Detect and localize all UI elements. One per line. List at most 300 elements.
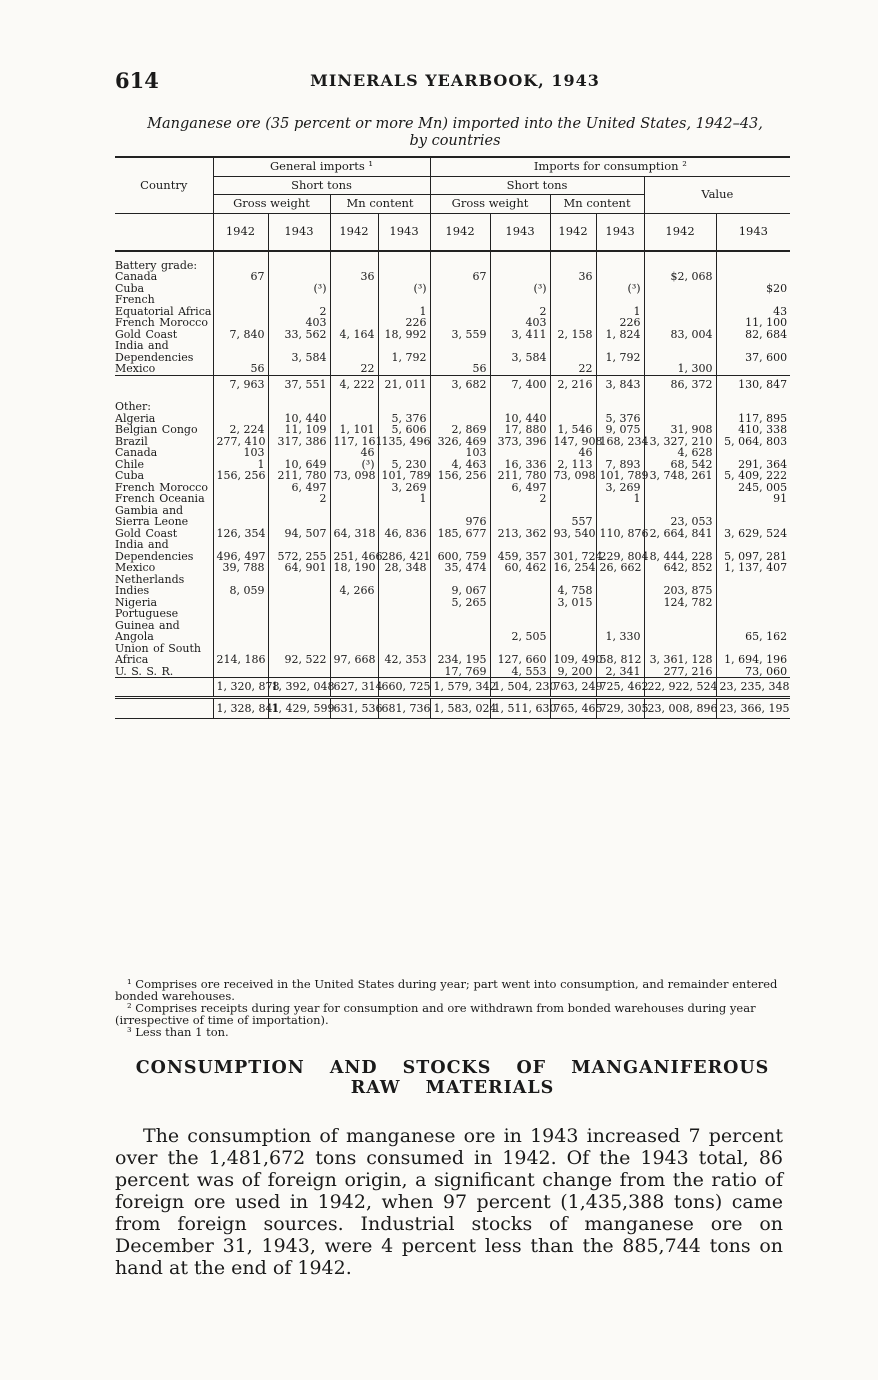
value-cell <box>330 283 378 295</box>
value-cell <box>430 608 490 643</box>
table-row <box>115 493 790 505</box>
value-cell: 2, 216 <box>550 375 596 393</box>
year-header: 1943 <box>490 213 550 251</box>
value-cell <box>330 317 378 329</box>
value-cell: 1 <box>378 294 430 317</box>
value-cell: 1, 300 <box>644 363 716 375</box>
value-cell: 3, 682 <box>430 375 490 393</box>
value-cell: 1, 792 <box>378 340 430 363</box>
value-cell: 229, 804 <box>596 539 644 562</box>
value-cell: (³) <box>596 283 644 295</box>
value-cell <box>213 317 268 329</box>
value-cell: 725, 462 <box>596 678 644 698</box>
value-cell: 5, 265 <box>430 597 490 609</box>
value-cell: 1, 392, 048 <box>268 678 330 698</box>
value-cell: 23, 008, 896 <box>644 697 716 719</box>
value-cell <box>716 597 790 609</box>
value-cell: 23, 053 <box>644 505 716 528</box>
value-cell: 36 <box>330 271 378 283</box>
mn-content-header-general: Mn content <box>330 195 430 214</box>
value-cell: 2, 341 <box>596 666 644 678</box>
table-row <box>115 528 790 540</box>
value-cell: 46, 836 <box>378 528 430 540</box>
value-cell: 660, 725 <box>378 678 430 698</box>
value-cell <box>378 666 430 678</box>
table-row <box>115 294 790 317</box>
value-cell: 301, 724 <box>550 539 596 562</box>
value-cell <box>378 393 430 413</box>
value-cell: 9, 075 <box>596 424 644 436</box>
country-cell: Mexico <box>115 561 156 574</box>
subtotal-label <box>115 678 213 698</box>
body-paragraph: The consumption of manganese ore in 1943 increased 7 percent over the 1,481,672 tons consumed in 1942. Of the 1943 total, 86 percent was of foreign origin, a significant change from the ratio of foreign ore used in 1942, when 97 percent (1,435,388 tons) came from foreign sources. Industrial stocks of manganese ore on December 31, 1943, were 4 percent less than the 885,744 tons on hand at the end of 1942. <box>115 1125 783 1279</box>
value-cell <box>213 294 268 317</box>
value-cell <box>268 608 330 643</box>
value-cell: 67 <box>213 271 268 283</box>
value-cell: 6, 497 <box>268 482 330 494</box>
value-cell: 93, 540 <box>550 528 596 540</box>
value-cell: 286, 421 <box>378 539 430 562</box>
short-tons-header-consumption: Short tons <box>430 176 644 195</box>
value-cell <box>330 608 378 643</box>
section-heading: CONSUMPTION AND STOCKS OF MANGANIFEROUS RAW MATERIALS <box>135 1058 770 1098</box>
country-cell: Netherlands Indies <box>115 572 185 597</box>
value-cell <box>378 447 430 459</box>
value-cell <box>644 493 716 505</box>
value-cell: 37, 551 <box>268 375 330 393</box>
value-cell: 1, 137, 407 <box>716 562 790 574</box>
table-row <box>115 539 790 562</box>
value-cell: 2 <box>268 294 330 317</box>
value-cell: 3, 559 <box>430 329 490 341</box>
value-cell: 3, 411 <box>490 329 550 341</box>
value-cell: 64, 318 <box>330 528 378 540</box>
value-cell: 5, 376 <box>378 413 430 425</box>
value-cell <box>550 294 596 317</box>
country-cell: India and Dependencies <box>115 538 194 563</box>
value-cell: 3, 269 <box>596 482 644 494</box>
value-cell <box>330 493 378 505</box>
country-header: Country <box>115 157 213 213</box>
table-row <box>115 505 790 528</box>
value-cell <box>490 363 550 375</box>
value-cell: 8, 444, 228 <box>644 539 716 562</box>
value-cell <box>378 505 430 528</box>
value-cell: 91 <box>716 493 790 505</box>
value-cell: 1 <box>596 493 644 505</box>
value-cell: 326, 469 <box>430 436 490 448</box>
table-row <box>115 666 790 678</box>
year-header-blank <box>115 213 213 251</box>
country-cell: Gambia and Sierra Leone <box>115 503 189 528</box>
value-cell: 68, 542 <box>644 459 716 471</box>
value-cell: 101, 789 <box>378 470 430 482</box>
value-cell: 1, 328, 841 <box>213 697 268 719</box>
value-cell <box>430 340 490 363</box>
footnote-2: ² Comprises receipts during year for consumption and ore withdrawn from bonded warehouses during year (irrespective of time of importation). <box>115 1001 756 1027</box>
general-imports-header: General imports ¹ <box>213 157 430 176</box>
value-cell: 117, 161 <box>330 436 378 448</box>
value-cell: 8, 059 <box>213 574 268 597</box>
year-header: 1942 <box>330 213 378 251</box>
value-cell: (³) <box>330 459 378 471</box>
country-cell: Algeria <box>115 411 156 425</box>
value-cell <box>716 393 790 413</box>
value-cell: 1, 694, 196 <box>716 643 790 666</box>
table-row <box>115 482 790 494</box>
value-cell <box>596 597 644 609</box>
value-cell <box>213 393 268 413</box>
year-header: 1943 <box>596 213 644 251</box>
value-cell <box>268 251 330 272</box>
value-cell: 3, 269 <box>378 482 430 494</box>
country-cell: Brazil <box>115 434 148 448</box>
value-cell: 373, 396 <box>490 436 550 448</box>
value-cell: 21, 011 <box>378 375 430 393</box>
value-cell: 7, 893 <box>596 459 644 471</box>
value-cell: 17, 769 <box>430 666 490 678</box>
value-cell: 459, 357 <box>490 539 550 562</box>
value-cell <box>490 393 550 413</box>
value-cell <box>268 271 330 283</box>
value-cell: 277, 410 <box>213 436 268 448</box>
table-row <box>115 597 790 609</box>
value-cell: 4, 266 <box>330 574 378 597</box>
value-cell: 101, 789 <box>596 470 644 482</box>
gross-weight-header-general: Gross weight <box>213 195 330 214</box>
value-cell <box>596 447 644 459</box>
value-cell: 82, 684 <box>716 329 790 341</box>
table-row <box>115 643 790 666</box>
value-cell: 291, 364 <box>716 459 790 471</box>
value-cell: 11, 100 <box>716 317 790 329</box>
table-row <box>115 447 790 459</box>
value-cell: $20 <box>716 283 790 295</box>
group-label: Other: <box>115 400 151 413</box>
value-cell <box>213 505 268 528</box>
value-cell <box>716 363 790 375</box>
value-cell: 2, 664, 841 <box>644 528 716 540</box>
value-cell: 5, 606 <box>378 424 430 436</box>
value-cell <box>268 597 330 609</box>
value-cell: 156, 256 <box>213 470 268 482</box>
running-title: MINERALS YEARBOOK, 1943 <box>310 71 600 90</box>
value-cell: 147, 908 <box>550 436 596 448</box>
imports-for-consumption-header: Imports for consumption ² <box>430 157 790 176</box>
value-cell: 127, 660 <box>490 643 550 666</box>
value-cell <box>378 574 430 597</box>
value-cell <box>330 393 378 413</box>
value-cell: 3, 584 <box>490 340 550 363</box>
country-cell: French Equatorial Africa <box>115 293 212 318</box>
value-cell: (³) <box>378 283 430 295</box>
value-cell <box>430 294 490 317</box>
value-cell: (³) <box>268 283 330 295</box>
value-cell: 203, 875 <box>644 574 716 597</box>
value-cell <box>644 294 716 317</box>
value-cell: 110, 876 <box>596 528 644 540</box>
value-cell <box>378 363 430 375</box>
value-cell: 6, 497 <box>490 482 550 494</box>
value-cell <box>716 447 790 459</box>
value-cell: 109, 490 <box>550 643 596 666</box>
table-row <box>115 271 790 283</box>
value-cell: 97, 668 <box>330 643 378 666</box>
value-cell: 22, 922, 524 <box>644 678 716 698</box>
table-row <box>115 340 790 363</box>
value-cell: 681, 736 <box>378 697 430 719</box>
subtotal-label <box>115 375 213 393</box>
table-row <box>115 470 790 482</box>
year-header: 1942 <box>550 213 596 251</box>
value-cell: 2, 869 <box>430 424 490 436</box>
country-cell: Union of South Africa <box>115 641 202 666</box>
value-cell <box>268 363 330 375</box>
value-cell <box>213 608 268 643</box>
value-cell: 234, 195 <box>430 643 490 666</box>
value-cell: 4, 628 <box>644 447 716 459</box>
value-cell <box>213 493 268 505</box>
year-header: 1942 <box>430 213 490 251</box>
value-cell: 226 <box>378 317 430 329</box>
value-cell <box>596 393 644 413</box>
group-label-row <box>115 251 790 272</box>
value-cell: 7, 963 <box>213 375 268 393</box>
value-cell: 73, 098 <box>330 470 378 482</box>
value-cell: 627, 314 <box>330 678 378 698</box>
value-cell: 83, 004 <box>644 329 716 341</box>
value-cell: 245, 005 <box>716 482 790 494</box>
value-cell <box>550 317 596 329</box>
value-cell: 4, 463 <box>430 459 490 471</box>
value-cell: 3, 327, 210 <box>644 436 716 448</box>
country-cell: Nigeria <box>115 595 158 609</box>
running-head <box>115 68 795 94</box>
value-cell: 10, 649 <box>268 459 330 471</box>
value-cell: 103 <box>430 447 490 459</box>
value-cell: (³) <box>490 283 550 295</box>
value-cell: 67 <box>430 271 490 283</box>
grand-total-row <box>115 697 790 719</box>
value-cell: 3, 361, 128 <box>644 643 716 666</box>
year-header-row <box>115 213 790 251</box>
value-cell: 18, 190 <box>330 562 378 574</box>
value-cell <box>213 251 268 272</box>
value-cell: 251, 466 <box>330 539 378 562</box>
value-cell: 9, 200 <box>550 666 596 678</box>
value-cell: 60, 462 <box>490 562 550 574</box>
value-cell: 1, 792 <box>596 340 644 363</box>
value-cell: 5, 409, 222 <box>716 470 790 482</box>
value-cell: 277, 216 <box>644 666 716 678</box>
value-cell: 2, 158 <box>550 329 596 341</box>
value-cell <box>268 393 330 413</box>
country-cell: Belgian Congo <box>115 423 198 436</box>
country-cell: Gold Coast <box>115 327 178 341</box>
value-cell: 403 <box>490 317 550 329</box>
group-label-row <box>115 393 790 413</box>
value-cell <box>430 251 490 272</box>
value-cell: 103 <box>213 447 268 459</box>
value-cell <box>330 294 378 317</box>
value-cell: 26, 662 <box>596 562 644 574</box>
value-cell: 46 <box>550 447 596 459</box>
value-cell: 7, 400 <box>490 375 550 393</box>
value-cell <box>644 317 716 329</box>
table-row <box>115 562 790 574</box>
value-cell: 64, 901 <box>268 562 330 574</box>
value-cell: 2 <box>490 493 550 505</box>
value-cell <box>644 340 716 363</box>
value-cell <box>644 608 716 643</box>
value-cell <box>430 482 490 494</box>
value-cell <box>644 251 716 272</box>
page-number: 614 <box>115 68 159 93</box>
value-cell: 23, 366, 195 <box>716 697 790 719</box>
short-tons-header-general: Short tons <box>213 176 430 195</box>
value-cell: 5, 376 <box>596 413 644 425</box>
value-cell <box>490 447 550 459</box>
value-cell: 9, 067 <box>430 574 490 597</box>
value-cell: 3, 629, 524 <box>716 528 790 540</box>
value-cell: 31, 908 <box>644 424 716 436</box>
value-cell: 2, 505 <box>490 608 550 643</box>
table-row <box>115 608 790 643</box>
value-header: Value <box>644 176 790 213</box>
table-row <box>115 317 790 329</box>
value-cell <box>490 251 550 272</box>
value-cell <box>596 363 644 375</box>
value-cell <box>490 574 550 597</box>
value-cell: 631, 536 <box>330 697 378 719</box>
group-label: Battery grade: <box>115 258 198 272</box>
value-cell: 729, 305 <box>596 697 644 719</box>
value-cell: 213, 362 <box>490 528 550 540</box>
value-cell: 763, 249 <box>550 678 596 698</box>
value-cell <box>268 666 330 678</box>
value-cell <box>596 251 644 272</box>
value-cell: 92, 522 <box>268 643 330 666</box>
value-cell: 42, 353 <box>378 643 430 666</box>
value-cell: 126, 354 <box>213 528 268 540</box>
value-cell: 226 <box>596 317 644 329</box>
value-cell <box>550 493 596 505</box>
value-cell <box>490 505 550 528</box>
value-cell <box>378 608 430 643</box>
footnote-1: ¹ Comprises ore received in the United States during year; part went into consumption, and remainder entered bonded warehouses. <box>115 977 778 1003</box>
value-cell <box>378 271 430 283</box>
country-cell: Chile <box>115 457 145 471</box>
value-cell <box>268 574 330 597</box>
value-cell <box>550 393 596 413</box>
value-cell: 36 <box>550 271 596 283</box>
value-cell <box>330 482 378 494</box>
value-cell <box>330 597 378 609</box>
value-cell: 28, 348 <box>378 562 430 574</box>
value-cell: 124, 782 <box>644 597 716 609</box>
table-caption-line-1: Manganese ore (35 percent or more Mn) imported into the United States, 1942–43, <box>147 116 763 132</box>
value-cell: 33, 562 <box>268 329 330 341</box>
value-cell: 976 <box>430 505 490 528</box>
table-caption-line-2: by countries <box>409 133 501 149</box>
value-cell: 1, 583, 024 <box>430 697 490 719</box>
value-cell: 2 <box>268 493 330 505</box>
value-cell: 11, 109 <box>268 424 330 436</box>
imports-table-container <box>115 156 790 719</box>
value-cell: 58, 812 <box>596 643 644 666</box>
value-cell: 117, 895 <box>716 413 790 425</box>
value-cell <box>596 505 644 528</box>
value-cell <box>550 482 596 494</box>
value-cell: 1, 429, 599 <box>268 697 330 719</box>
value-cell: $2, 068 <box>644 271 716 283</box>
value-cell: 1 <box>596 294 644 317</box>
value-cell: 86, 372 <box>644 375 716 393</box>
value-cell: 94, 507 <box>268 528 330 540</box>
table-row <box>115 329 790 341</box>
year-header: 1942 <box>644 213 716 251</box>
country-cell: U. S. S. R. <box>115 664 174 678</box>
year-header: 1943 <box>268 213 330 251</box>
country-cell: Cuba <box>115 281 145 295</box>
value-cell: 46 <box>330 447 378 459</box>
value-cell <box>213 666 268 678</box>
value-cell <box>596 271 644 283</box>
value-cell: 1, 511, 630 <box>490 697 550 719</box>
footnotes <box>115 978 790 1038</box>
value-cell <box>268 505 330 528</box>
country-cell: Canada <box>115 446 158 459</box>
value-cell: 185, 677 <box>430 528 490 540</box>
value-cell: 56 <box>430 363 490 375</box>
year-header: 1942 <box>213 213 268 251</box>
value-cell <box>330 340 378 363</box>
value-cell: 572, 255 <box>268 539 330 562</box>
mn-content-header-consumption: Mn content <box>550 195 644 214</box>
country-cell: French Oceania <box>115 492 205 505</box>
value-cell: 156, 256 <box>430 470 490 482</box>
value-cell: 403 <box>268 317 330 329</box>
imports-table <box>115 156 790 719</box>
value-cell <box>330 666 378 678</box>
value-cell <box>213 283 268 295</box>
grand-total-label <box>115 697 213 719</box>
value-cell: 65, 162 <box>716 608 790 643</box>
value-cell <box>330 251 378 272</box>
value-cell: 39, 788 <box>213 562 268 574</box>
value-cell: 1, 546 <box>550 424 596 436</box>
value-cell: 22 <box>550 363 596 375</box>
value-cell: 5, 064, 803 <box>716 436 790 448</box>
value-cell: 7, 840 <box>213 329 268 341</box>
value-cell: 1 <box>378 493 430 505</box>
value-cell <box>644 482 716 494</box>
country-cell: India and Dependencies <box>115 339 194 364</box>
value-cell: 73, 060 <box>716 666 790 678</box>
value-cell: 1, 101 <box>330 424 378 436</box>
value-cell: 135, 496 <box>378 436 430 448</box>
value-cell: 2 <box>490 294 550 317</box>
table-row <box>115 283 790 295</box>
value-cell: 1, 579, 342 <box>430 678 490 698</box>
country-cell: Cuba <box>115 469 145 482</box>
value-cell: 1, 330 <box>596 608 644 643</box>
value-cell: 16, 336 <box>490 459 550 471</box>
value-cell <box>490 271 550 283</box>
value-cell: 10, 440 <box>268 413 330 425</box>
value-cell: 496, 497 <box>213 539 268 562</box>
value-cell <box>378 597 430 609</box>
